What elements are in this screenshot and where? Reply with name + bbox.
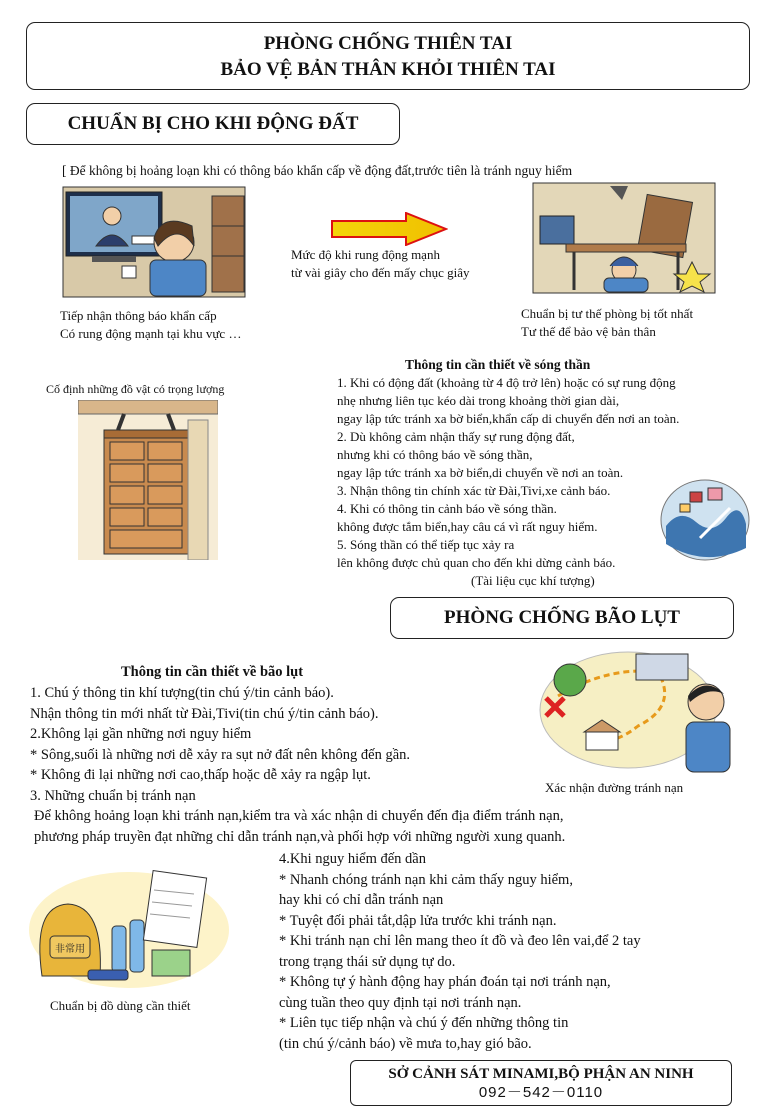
flood-line: 4.Khi nguy hiểm đến dần [279, 851, 426, 867]
tsunami-line: nhẹ nhưng liên tục kéo dài trong khoảng thời gian dài, [337, 393, 620, 408]
fixed-cabinet-illustration [78, 400, 218, 560]
step2-line2: Tư thế để bảo vệ bản thân [521, 324, 656, 339]
flood-line: Nhận thông tin mới nhất từ Đài,Tivi(tin chú ý/tin cảnh báo). [30, 705, 379, 722]
route-caption: Xác nhận đường tránh nạn [545, 780, 684, 795]
flood-line: * Không đi lại những nơi cao,thấp hoặc dễ xảy ra ngập lụt. [30, 767, 371, 783]
footer-phone: 092－542－0110 [478, 1084, 604, 1101]
footer-org: SỞ CẢNH SÁT MINAMI,BỘ PHẬN AN NINH [388, 1066, 694, 1082]
flood-line: * Nhanh chóng tránh nạn khi cảm thấy nguy hiểm, [279, 871, 573, 888]
arrow-text-line1: Mức độ khi rung động mạnh [291, 247, 440, 262]
flood-line: (tin chú ý/cảnh báo) về mưa to,hay gió bão. [279, 1035, 532, 1052]
tsunami-line: 5. Sóng thần có thể tiếp tục xảy ra [337, 537, 515, 552]
tsunami-wave-illustration [660, 478, 750, 562]
flood-list [30, 683, 565, 847]
step1-line1: Tiếp nhận thông báo khẩn cấp [60, 308, 217, 323]
flood-line: 3. Những chuẩn bị tránh nạn [30, 787, 196, 804]
tsunami-source: (Tài liệu cục khí tượng) [471, 573, 595, 588]
evacuation-route-illustration [528, 646, 738, 776]
bag-label: 非常用 [55, 944, 85, 955]
header-title-line1: PHÒNG CHỐNG THIÊN TAI [263, 33, 513, 54]
tsunami-line: ngay lập tức tránh xa bờ biển,di chuyển về nơi an toàn. [337, 465, 624, 480]
tsunami-list [337, 374, 679, 590]
take-cover-illustration [532, 182, 716, 294]
flood-line: * Không tự ý hành động hay phán đoán tại nơi tránh nạn, [279, 974, 611, 990]
flood-title: Thông tin cần thiết về bão lụt [121, 664, 304, 680]
fix-furniture-caption: Cố định những đồ vật có trọng lượng [46, 382, 225, 396]
flood-list-part4 [279, 849, 641, 1054]
flood-line: * Liên tục tiếp nhận và chú ý đến những thông tin [279, 1015, 569, 1031]
flood-line: 1. Chú ý thông tin khí tượng(tin chú ý/tin cảnh báo). [30, 685, 334, 701]
tv-alert-illustration [62, 186, 246, 298]
flood-line: 2.Không lại gần những nơi nguy hiểm [30, 726, 252, 742]
flood-line: trong trạng thái sử dụng tự do. [279, 953, 456, 970]
footer-box [350, 1060, 732, 1106]
flood-heading: PHÒNG CHỐNG BÃO LỤT [390, 597, 734, 639]
earthquake-intro: [ Để không bị hoảng loạn khi có thông báo khẩn cấp về động đất,trước tiên là tránh nguy hiểm [62, 163, 573, 178]
tsunami-line: 4. Khi có thông tin cảnh báo về sóng thần. [337, 501, 557, 516]
flood-line: phương pháp truyền đạt những chỉ dẫn tránh nạn,và phối hợp với những người xung quanh. [34, 828, 566, 845]
header-title-line2: BẢO VỆ BẢN THÂN KHỎI THIÊN TAI [220, 59, 556, 80]
flood-line: Để không hoảng loạn khi tránh nạn,kiểm tra và xác nhận di chuyển đến địa điểm tránh nạn, [34, 808, 564, 824]
step2-line1: Chuẩn bị tư thế phòng bị tốt nhất [521, 306, 694, 321]
step1-line2: Có rung động mạnh tại khu vực … [60, 326, 242, 341]
tsunami-line: 3. Nhận thông tin chính xác từ Đài,Tivi,xe cảnh báo. [337, 483, 611, 498]
flood-line: * Sông,suối là những nơi dễ xảy ra sụt nở đất nên không đến gần. [30, 746, 411, 763]
tsunami-line: 2. Dù không cảm nhận thấy sự rung động đất, [337, 429, 575, 444]
tsunami-line: nhưng khi có thông báo về sóng thần, [337, 447, 533, 462]
flood-line: * Tuyệt đối phải tắt,dập lửa trước khi tránh nạn. [279, 912, 557, 929]
supplies-caption: Chuẩn bị đồ dùng cần thiết [50, 998, 191, 1013]
arrow-right-icon [330, 212, 448, 246]
tsunami-line: 1. Khi có động đất (khoảng từ 4 độ trở lên) hoặc có sự rung động [337, 375, 676, 390]
flood-line: * Khi tránh nạn chỉ lên mang theo ít đồ và đeo lên vai,để 2 tay [279, 933, 641, 949]
arrow-text-line2: từ vài giây cho đến mấy chục giây [291, 265, 470, 280]
earthquake-heading: CHUẨN BỊ CHO KHI ĐỘNG ĐẤT [26, 103, 400, 145]
emergency-supplies-illustration [22, 866, 236, 992]
tsunami-line: ngay lập tức tránh xa bờ biển,khẩn cấp di chuyển đến nơi an toàn. [337, 411, 680, 426]
tsunami-title: Thông tin cần thiết về sóng thần [405, 357, 591, 372]
flood-line: cùng tuần theo quy định tại nơi tránh nạn. [279, 994, 522, 1011]
tsunami-line: lên không được chủ quan cho đến khi dừng cảnh báo. [337, 555, 616, 570]
header-box [26, 22, 750, 90]
flood-line: hay khi có chỉ dẫn tránh nạn [279, 892, 444, 908]
tsunami-line: không được tắm biển,hay câu cá vì rất nguy hiểm. [337, 519, 598, 534]
